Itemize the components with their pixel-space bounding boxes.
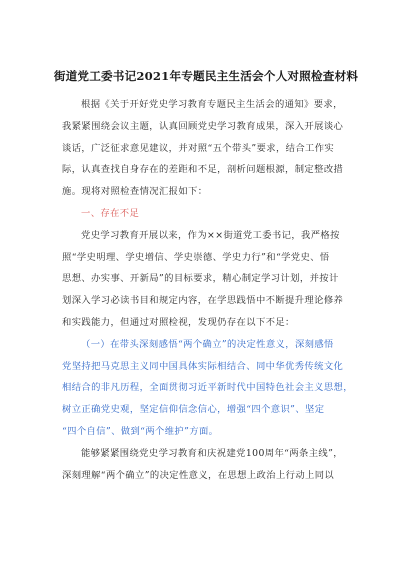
paragraph-line: 谈话，广泛征求意见建议，并对照“五个带头”要求，结合工作实 bbox=[62, 142, 335, 154]
subsection-line: 树立正确党史观，坚定信仰信念信心，增强“四个意识”、坚定 bbox=[62, 404, 325, 416]
document-title: 街道党工委书记2021年专题民主生活会个人对照检查材料 bbox=[53, 69, 359, 83]
paragraph-line: 际，认真查找自身存在的差距和不足，剖析问题根源，制定整改措 bbox=[62, 164, 344, 176]
subsection-line: 相结合的非凡历程，全面贯彻习近平新时代中国特色社会主义思想， bbox=[62, 382, 353, 394]
paragraph-line: 划深入学习必读书目和规定内容，在学思践悟中不断提升理论修养 bbox=[62, 295, 344, 307]
subsection-line: “四个自信”、做到“两个维护”方面。 bbox=[62, 425, 219, 437]
section-heading: 一、存在不足 bbox=[81, 207, 140, 219]
paragraph-line: 我紧紧围绕会议主题，认真回顾党史学习教育成果，深入开展谈心 bbox=[62, 120, 344, 132]
subsection-line: （一）在带头深刻感悟“两个确立”的决定性意义，深刻感悟 bbox=[81, 338, 334, 350]
paragraph-line: 能够紧紧围绕党史学习教育和庆祝建党100周年“两条主线”， bbox=[81, 447, 343, 459]
paragraph-line: 和实践能力，但通过对照检视，发现仍存在以下不足： bbox=[62, 316, 295, 328]
paragraph-line: 党史学习教育开展以来，作为××街道党工委书记，我严格按 bbox=[81, 229, 340, 241]
paragraph-line: 根据《关于开好党史学习教育专题民主生活会的通知》要求， bbox=[81, 99, 343, 110]
document-body bbox=[62, 94, 353, 486]
subsection-line: 党坚持把马克思主义同中国具体实际相结合、同中华优秀传统文化 bbox=[62, 360, 344, 372]
paragraph-line: 照“学史明理、学史增信、学史崇德、学史力行”和“学党史、悟 bbox=[62, 251, 330, 263]
paragraph-line: 思想、办实事、开新局”的目标要求，精心制定学习计划，并按计 bbox=[62, 273, 339, 285]
paragraph-line: 施。现将对照检查情况汇报如下： bbox=[62, 186, 208, 198]
paragraph-line: 深刻理解“两个确立”的决定性意义，在思想上政治上行动上同以 bbox=[62, 469, 335, 481]
